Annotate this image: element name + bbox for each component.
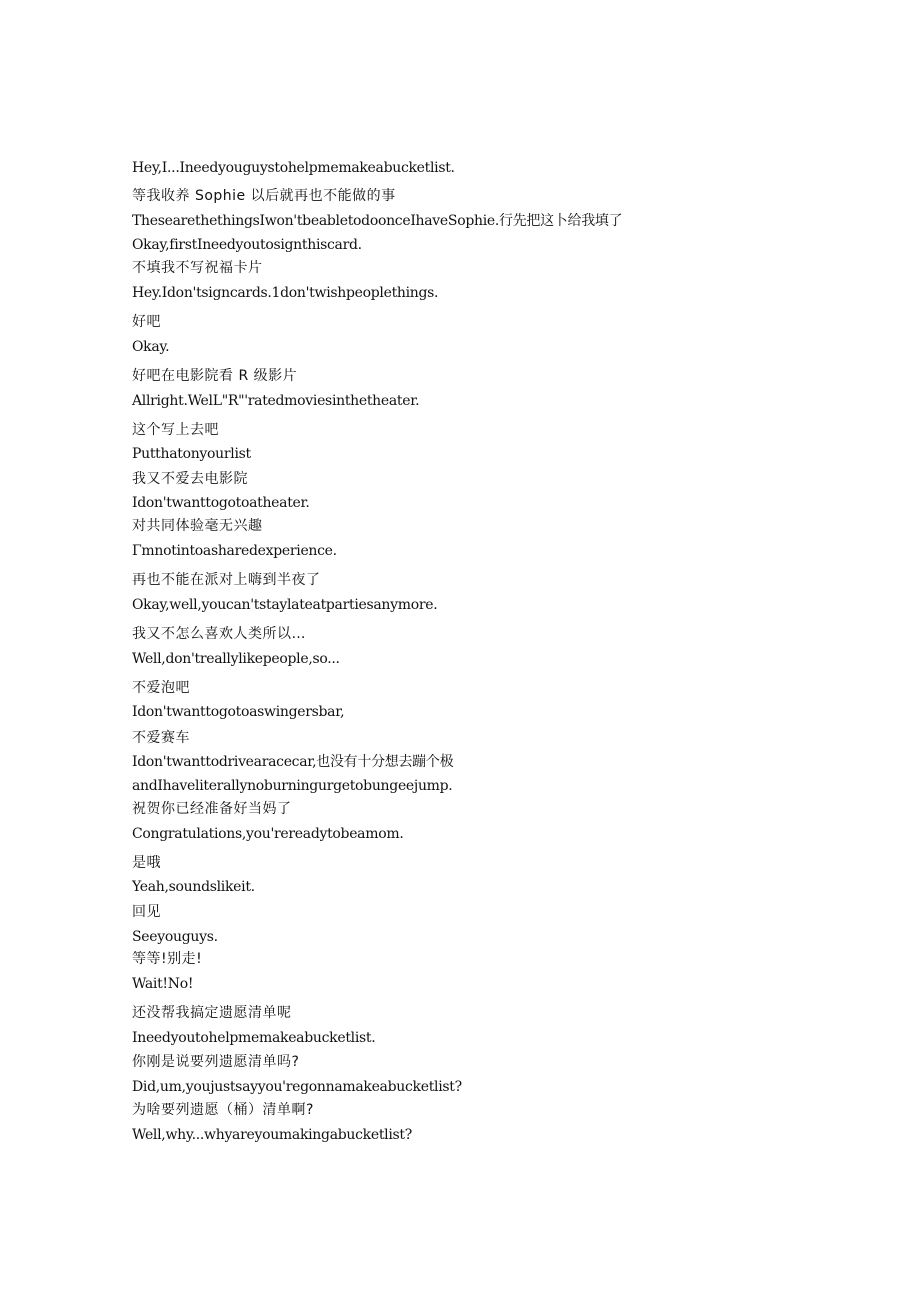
text-line: Idon'twanttodrivearacecar,也没有十分想去蹦个极 [132,754,454,770]
text-line: 为啥要列遗愿（桶）清单啊? [132,1102,314,1118]
text-line: Yeah,soundslikeit. [132,879,255,895]
text-line: 好吧 [132,314,161,330]
text-line: ThesearethethingsIwon'tbeabletodoonceIhaveSophie.行先把这卜给我填了 [132,213,623,229]
text-line: Congratulations,you'rereadytobeamom. [132,826,404,842]
text-line: 祝贺你已经准备好当妈了 [132,801,292,817]
text-line: Putthatonyourlist [132,446,251,462]
text-line: Idon'twanttogotoaswingersbar, [132,704,345,720]
text-line: Well,don'treallylikepeople,so... [132,651,340,667]
text-line: 是哦 [132,855,161,871]
text-line: Γmnotintoasharedexperience. [132,543,337,559]
text-line: Okay,firstIneedyoutosignthiscard. [132,237,362,253]
text-line: Seeyouguys. [132,929,218,945]
text-line: 不爱泡吧 [132,680,190,696]
text-line: Hey,I...Ineedyouguystohelpmemakeabucketlist. [132,160,455,176]
text-line: 等等!别走! [132,951,203,967]
text-line: Hey.Idon'tsigncards.1don'twishpeoplethings. [132,285,439,301]
text-line: Ineedyoutohelpmemakeabucketlist. [132,1030,376,1046]
text-line: 再也不能在派对上嗨到半夜了 [132,572,321,588]
text-line: 等我收养 Sophie 以后就再也不能做的事 [132,188,396,204]
text-line: 对共同体验毫无兴趣 [132,518,263,534]
text-line: 我又不怎么喜欢人类所以… [132,626,306,642]
text-line: 不爱赛车 [132,730,190,746]
text-line: 我又不爱去电影院 [132,471,248,487]
text-line: Idon'twanttogotoatheater. [132,495,310,511]
text-line: Okay,well,youcan'tstaylateatpartiesanymore. [132,597,438,613]
text-line: Did,um,youjustsayyou'regonnamakeabucketlist? [132,1079,462,1095]
text-line: 不填我不写祝福卡片 [132,260,263,276]
text-line: 这个写上去吧 [132,422,219,438]
text-line: 还没帮我搞定遗愿清单呢 [132,1005,292,1021]
text-line: andIhaveliterallynoburningurgetobungeejump. [132,778,453,794]
text-line: 回见 [132,904,161,920]
text-line: 你刚是说要列遗愿清单吗? [132,1054,300,1070]
text-line: Okay. [132,339,170,355]
text-line: Well,why...whyareyoumakingabucketlist? [132,1127,412,1143]
text-line: Wait!No! [132,976,194,992]
text-line: Allright.WelL"R"'ratedmoviesinthetheater. [132,393,420,409]
text-line: 好吧在电影院看 R 级影片 [132,368,298,384]
